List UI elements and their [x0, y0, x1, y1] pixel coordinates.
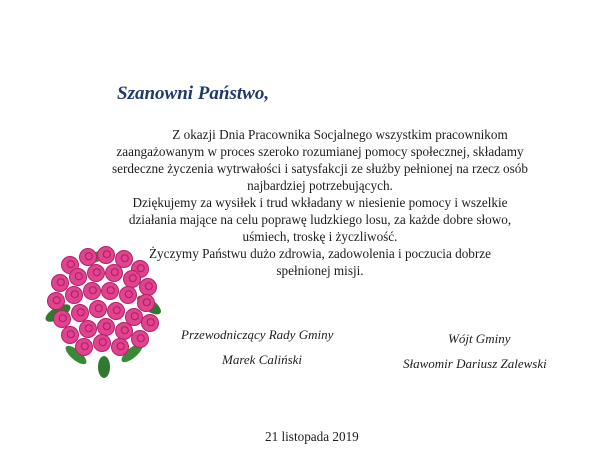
- rose-3: [98, 247, 115, 264]
- signature-right-name: Sławomir Dariusz Zalewski: [403, 356, 547, 371]
- body-line-5: Dziękujemy za wysiłek i trud wkładany w niesienie pomocy i wszelkie: [132, 195, 508, 210]
- rose-17: [138, 295, 155, 312]
- signature-right-title: Wójt Gminy: [448, 331, 511, 346]
- rose-30: [94, 335, 111, 352]
- rose-11: [140, 279, 157, 296]
- rose-20: [90, 301, 107, 318]
- body-line-2: zaangażowanym w proces szeroko rozumianej pomocy społecznej, składamy: [116, 144, 524, 159]
- rose-22: [126, 309, 143, 326]
- rose-8: [88, 265, 105, 282]
- rose-21: [108, 303, 125, 320]
- rose-18: [54, 311, 71, 328]
- body-line-9: spełnionej misji.: [276, 263, 364, 278]
- rose-29: [76, 339, 93, 356]
- body-line-3: serdeczne życzenia wytrwałości i satysfakcji ze służby pełnionej na rzecz osób: [112, 161, 528, 176]
- rose-14: [84, 283, 101, 300]
- rose-15: [102, 283, 119, 300]
- body-line-8: Życzymy Państwu dużo zdrowia, zadowolenia i poczucia dobrze: [148, 246, 492, 261]
- rose-24: [62, 327, 79, 344]
- rose-31: [112, 339, 129, 356]
- body-line-1: Z okazji Dnia Pracownika Socjalnego wszystkim pracownikom: [172, 127, 508, 142]
- rose-23: [142, 315, 159, 332]
- rose-16: [120, 287, 137, 304]
- rose-13: [66, 287, 83, 304]
- rose-2: [80, 249, 97, 266]
- rose-4: [116, 251, 133, 268]
- rose-bouquet-image: [36, 243, 171, 378]
- signature-left-title: Przewodniczący Rady Gminy: [181, 327, 334, 342]
- rose-12: [48, 293, 65, 310]
- rose-10: [124, 271, 141, 288]
- rose-28: [132, 331, 149, 348]
- body-line-4: najbardziej potrzebujących.: [247, 178, 393, 193]
- rose-7: [70, 269, 87, 286]
- rose-27: [116, 323, 133, 340]
- rose-25: [80, 321, 97, 338]
- rose-26: [98, 319, 115, 336]
- rose-6: [52, 275, 69, 292]
- body-line-6: działania mające na celu poprawę ludzkiego losu, za każde dobre słowo,: [128, 212, 512, 227]
- rose-9: [106, 265, 123, 282]
- signature-left-name: Marek Caliński: [222, 352, 303, 367]
- letter-date: 21 listopada 2019: [265, 429, 359, 444]
- bouquet-roses: [48, 247, 159, 356]
- rose-19: [72, 305, 89, 322]
- body-line-7: uśmiech, troskę i życzliwość.: [242, 229, 398, 244]
- greeting-heading: Szanowni Państwo,: [117, 83, 270, 104]
